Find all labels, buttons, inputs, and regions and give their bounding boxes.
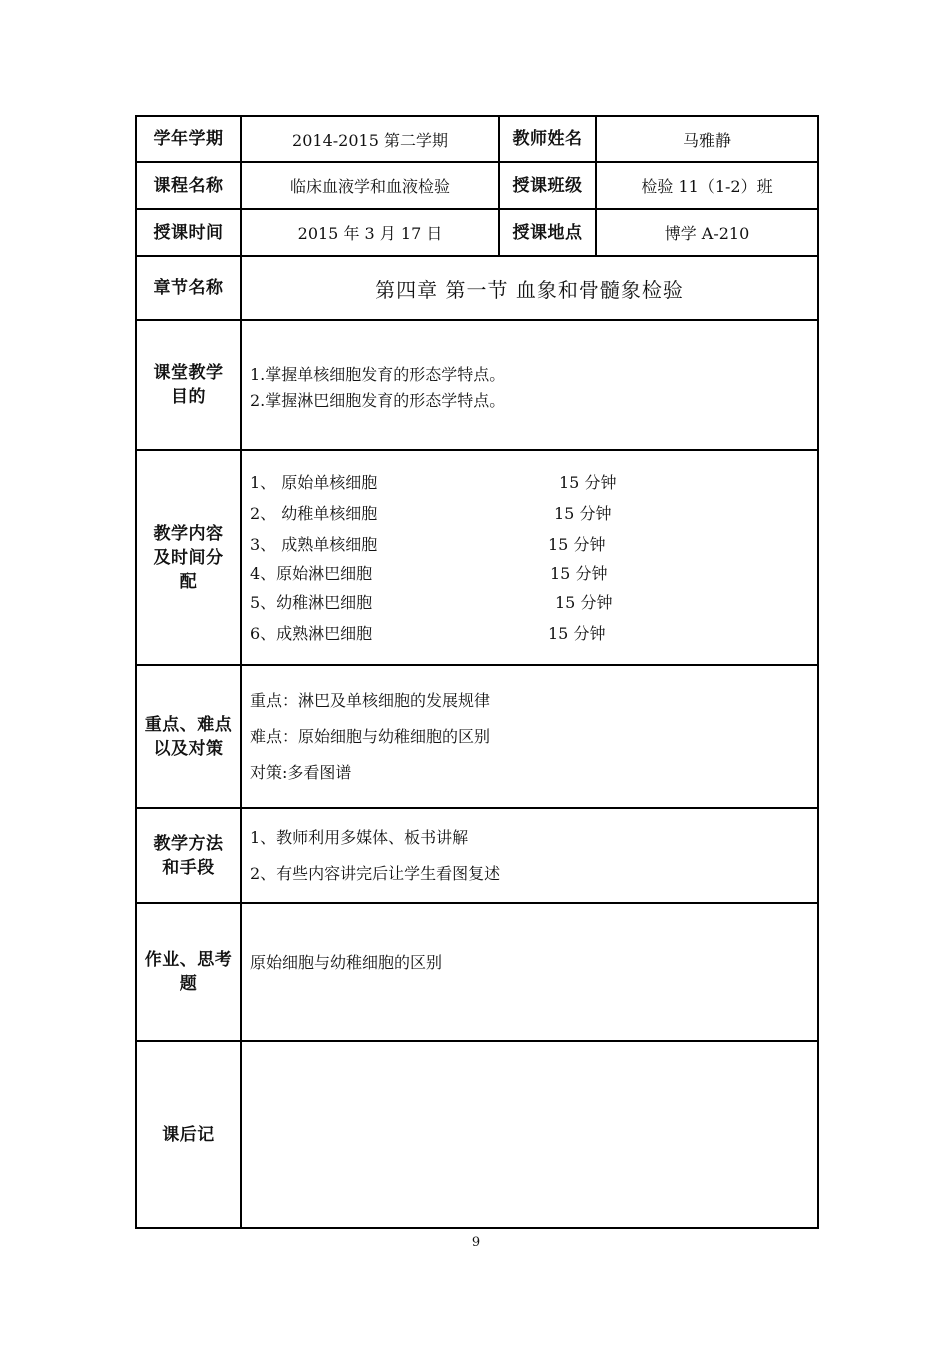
content-item-name: 6、成熟淋巴细胞 bbox=[250, 623, 373, 643]
methods-row bbox=[136, 808, 818, 903]
notes-label: 课后记 bbox=[136, 1041, 241, 1228]
objectives-label-line-2: 目的 bbox=[171, 387, 206, 407]
keypoints-label bbox=[136, 665, 241, 808]
place-label: 授课地点 bbox=[499, 209, 596, 256]
homework-row bbox=[136, 903, 818, 1041]
content-item-2 bbox=[250, 498, 809, 529]
methods-label-line-1: 教学方法 bbox=[153, 833, 224, 854]
content-item-name: 5、幼稚淋巴细胞 bbox=[250, 592, 373, 612]
objectives-content bbox=[241, 320, 818, 450]
content-item-4 bbox=[250, 560, 809, 587]
content-item-time: 15 分钟 bbox=[550, 563, 608, 583]
time-label: 授课时间 bbox=[136, 209, 241, 256]
notes-content bbox=[241, 1041, 818, 1228]
content-item-name: 1、 原始单核细胞 bbox=[250, 472, 378, 492]
lesson-plan-table bbox=[135, 115, 819, 1229]
teacher-value: 马雅静 bbox=[596, 116, 818, 162]
course-label: 课程名称 bbox=[136, 162, 241, 209]
chapter-label: 章节名称 bbox=[136, 256, 241, 320]
homework-content bbox=[241, 903, 818, 1041]
course-value: 临床血液学和血液检验 bbox=[241, 162, 499, 209]
content-item-time: 15 分钟 bbox=[548, 623, 606, 643]
keypoints-label-line-2: 以及对策 bbox=[153, 738, 224, 759]
semester-label: 学年学期 bbox=[136, 116, 241, 162]
keypoints-row bbox=[136, 665, 818, 808]
chapter-row bbox=[136, 256, 818, 320]
content-label-line-2: 及时间分 bbox=[153, 547, 224, 568]
content-item-5 bbox=[250, 587, 809, 618]
time-value: 2015 年 3 月 17 日 bbox=[241, 209, 499, 256]
methods-label-line-2: 和手段 bbox=[162, 857, 215, 878]
objective-line: 2.掌握淋巴细胞发育的形态学特点。 bbox=[250, 391, 506, 410]
semester-value: 2014-2015 第二学期 bbox=[241, 116, 499, 162]
methods-label bbox=[136, 808, 241, 903]
content-item-time: 15 分钟 bbox=[555, 592, 613, 612]
notes-row bbox=[136, 1041, 818, 1228]
homework-label bbox=[136, 903, 241, 1041]
content-item-name: 2、 幼稚单核细胞 bbox=[250, 503, 378, 523]
method-line: 2、有些内容讲完后让学生看图复述 bbox=[250, 863, 501, 883]
content-row bbox=[136, 450, 818, 665]
content-item-time: 15 分钟 bbox=[559, 472, 617, 492]
content-item-time: 15 分钟 bbox=[554, 503, 612, 523]
homework-label-line-1: 作业、思考 bbox=[144, 950, 233, 970]
content-item-name: 3、 成熟单核细胞 bbox=[250, 534, 378, 554]
time-row bbox=[136, 209, 818, 256]
keypoint-line: 对策:多看图谱 bbox=[250, 762, 352, 782]
class-value: 检验 11（1-2）班 bbox=[596, 162, 818, 209]
homework-label-line-2: 题 bbox=[179, 974, 198, 994]
homework-value: 原始细胞与幼稚细胞的区别 bbox=[250, 953, 443, 972]
content-label bbox=[136, 450, 241, 665]
class-label: 授课班级 bbox=[499, 162, 596, 209]
content-label-line-3: 配 bbox=[179, 571, 198, 592]
keypoints-content bbox=[241, 665, 818, 808]
objectives-label-line-1: 课堂教学 bbox=[153, 363, 224, 383]
content-item-1 bbox=[250, 467, 809, 498]
chapter-value: 第四章 第一节 血象和骨髓象检验 bbox=[241, 256, 818, 320]
content-item-name: 4、原始淋巴细胞 bbox=[250, 563, 373, 583]
content-item-3 bbox=[250, 529, 809, 560]
page-number: 9 bbox=[471, 1235, 481, 1250]
content-item-6 bbox=[250, 618, 809, 649]
content-label-line-1: 教学内容 bbox=[153, 523, 224, 544]
objective-line: 1.掌握单核细胞发育的形态学特点。 bbox=[250, 365, 506, 384]
content-item-time: 15 分钟 bbox=[548, 534, 606, 554]
teacher-label: 教师姓名 bbox=[499, 116, 596, 162]
course-row bbox=[136, 162, 818, 209]
objectives-label bbox=[136, 320, 241, 450]
method-line: 1、教师利用多媒体、板书讲解 bbox=[250, 827, 469, 847]
objectives-row bbox=[136, 320, 818, 450]
keypoint-line: 重点：淋巴及单核细胞的发展规律 bbox=[250, 690, 491, 710]
keypoints-label-line-1: 重点、难点 bbox=[144, 714, 233, 735]
place-value: 博学 A-210 bbox=[596, 209, 818, 256]
content-list bbox=[241, 450, 818, 665]
keypoint-line: 难点：原始细胞与幼稚细胞的区别 bbox=[250, 726, 491, 746]
methods-content bbox=[241, 808, 818, 903]
semester-row bbox=[136, 116, 818, 162]
